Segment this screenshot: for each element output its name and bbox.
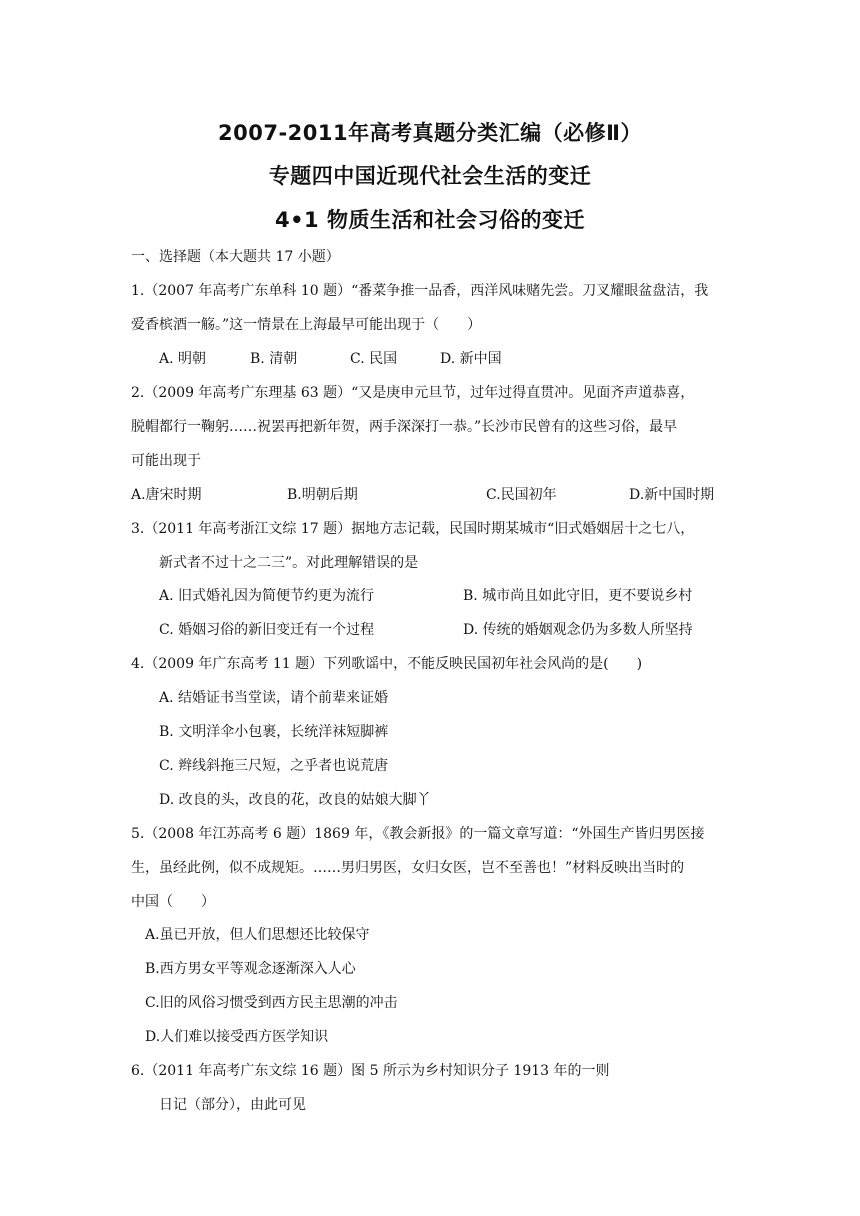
question-text: 5.（2008 年江苏高考 6 题）1869 年，《教会新报》的一篇文章写道：“外国生产皆归男医接	[131, 826, 705, 842]
option-b: B.西方男女平等观念逐渐深入人心	[145, 961, 356, 977]
question-text: 1.（2007 年高考广东单科 10 题）“番菜争推一品香，西洋风味赌先尝。刀叉耀眼盆盘洁，我	[131, 283, 709, 299]
doc-title: 2007-2011年高考真题分类汇编（必修Ⅱ）	[218, 121, 642, 145]
question-text: 日记（部分），由此可见	[159, 1097, 306, 1113]
option-b: B. 文明洋伞小包裹，长统洋袜短脚裤	[159, 724, 389, 740]
question-text: 中国（ ）	[131, 894, 215, 910]
option-c: C. 婚姻习俗的新旧变迁有一个过程	[159, 622, 375, 638]
question-text: 6.（2011 年高考广东文综 16 题）图 5 所示为乡村知识分子 1913 年的一则	[131, 1063, 610, 1079]
option-d: D.人们难以接受西方医学知识	[145, 1029, 329, 1045]
question-text: 可能出现于	[131, 453, 201, 469]
question-text: 爱香槟酒一觞。”这一情景在上海最早可能出现于（ ）	[131, 317, 482, 333]
option-a: A.唐宋时期	[131, 487, 202, 503]
option-a: A. 明朝	[159, 351, 207, 367]
question-text: 4.（2009 年广东高考 11 题）下列歌谣中，不能反映民国初年社会风尚的是( )	[131, 656, 643, 672]
question-text: 2.（2009 年高考广东理基 63 题）“又是庚申元旦节，过年过得直贯冲。见面齐声道恭喜，	[131, 385, 695, 401]
question-text: 脱帽都行一鞠躬……祝罢再把新年贺，两手深深打一恭。”长沙市民曾有的这些习俗，最早	[131, 419, 678, 435]
option-a: A. 旧式婚礼因为简便节约更为流行	[159, 588, 375, 604]
option-b: B.明朝后期	[287, 487, 358, 503]
question-text: 新式者不过十之二三”。对此理解错误的是	[159, 555, 419, 571]
option-d: D. 新中国	[440, 351, 502, 367]
option-c: C. 辫线斜拖三尺短，之乎者也说荒唐	[159, 758, 389, 774]
option-b: B. 清朝	[250, 351, 298, 367]
option-a: A.虽已开放，但人们思想还比较保守	[145, 927, 370, 943]
doc-subtitle-topic: 专题四中国近现代社会生活的变迁	[268, 164, 592, 188]
option-a: A. 结婚证书当堂读，请个前辈来证婚	[159, 690, 389, 706]
section-heading: 一、选择题（本大题共 17 小题）	[131, 249, 340, 265]
option-b: B. 城市尚且如此守旧，更不要说乡村	[463, 588, 693, 604]
option-d: D.新中国时期	[629, 487, 715, 503]
option-c: C. 民国	[350, 351, 398, 367]
question-text: 生，虽经此例，似不成规矩。……男归男医，女归女医，岂不至善也！”材料反映出当时的	[131, 860, 685, 876]
option-d: D. 改良的头，改良的花，改良的姑娘大脚丫	[159, 792, 431, 808]
option-d: D. 传统的婚姻观念仍为多数人所坚持	[463, 622, 693, 638]
option-c: C.民国初年	[486, 487, 557, 503]
question-text: 3.（2011 年高考浙江文综 17 题）据地方志记载，民国时期某城市“旧式婚姻居十之七八，	[131, 521, 695, 537]
option-c: C.旧的风俗习惯受到西方民主思潮的冲击	[145, 995, 398, 1011]
doc-subtitle-section: 4•1 物质生活和社会习俗的变迁	[275, 208, 585, 232]
